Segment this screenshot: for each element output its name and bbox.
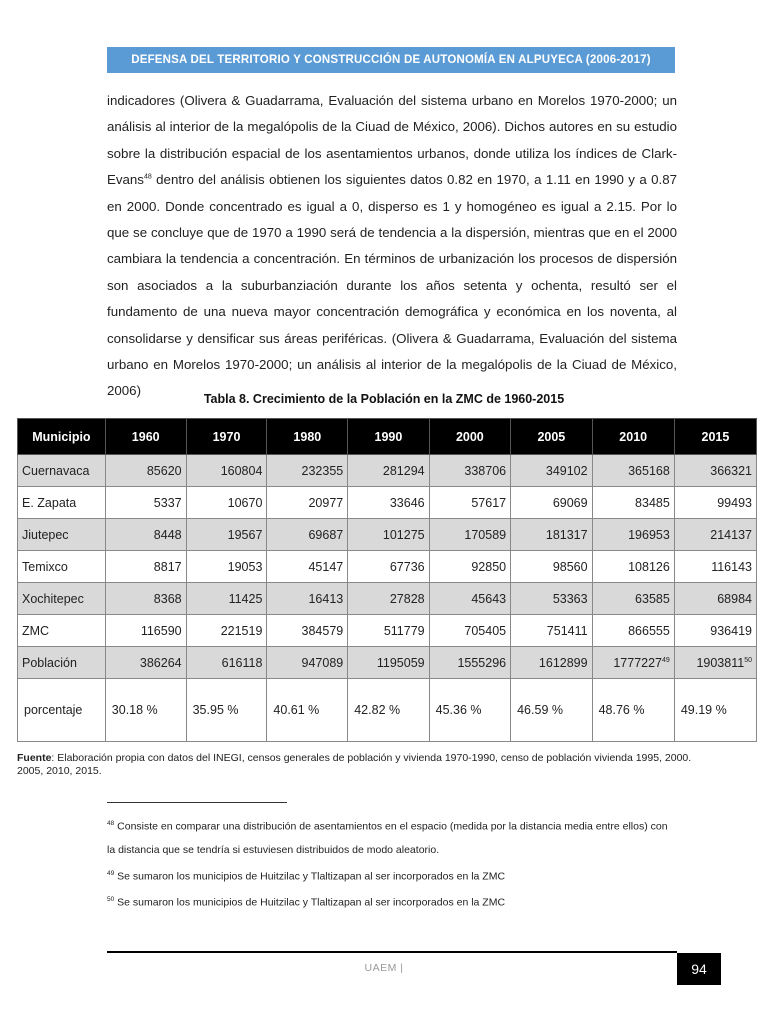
table-cell: ZMC [18, 615, 106, 647]
table-cell: 69687 [267, 519, 348, 551]
table-cell: 221519 [186, 615, 267, 647]
footnote-num: 48 [107, 820, 115, 827]
table-cell: 108126 [592, 551, 674, 583]
table-cell: Xochitepec [18, 583, 106, 615]
header-2005: 2005 [511, 419, 592, 455]
table-cell: 42.82 % [348, 679, 429, 742]
table-cell: 83485 [592, 487, 674, 519]
table-cell: 936419 [674, 615, 756, 647]
table-row-e-zapata [18, 487, 757, 519]
page-number-text: 94 [691, 961, 707, 977]
footnote-separator [107, 802, 287, 803]
table-cell: 68984 [674, 583, 756, 615]
table-cell: 16413 [267, 583, 348, 615]
footer-rule [107, 951, 677, 953]
table-cell: E. Zapata [18, 487, 106, 519]
footnote-ref-50[interactable]: 50 [744, 656, 752, 664]
footnote-num: 49 [107, 869, 115, 877]
table-cell: Cuernavaca [18, 455, 106, 487]
table-cell: 45643 [429, 583, 510, 615]
cell-value: 1903811 [696, 655, 745, 670]
table-cell: 232355 [267, 455, 348, 487]
footnotes [107, 812, 677, 915]
cell-value: 1777227 [613, 655, 663, 670]
footnote-ref-48[interactable]: 48 [143, 173, 152, 181]
footnote-49 [107, 862, 677, 889]
table-cell: 48.76 % [592, 679, 674, 742]
table-cell: 947089 [267, 647, 348, 679]
table-row-porcentaje [18, 679, 757, 742]
table-cell: 33646 [348, 487, 429, 519]
table-cell: 281294 [348, 455, 429, 487]
running-header-title: DEFENSA DEL TERRITORIO Y CONSTRUCCIÓN DE AUTONOMÍA EN ALPUYECA (2006-2017) [131, 54, 651, 66]
table-cell: 35.95 % [186, 679, 267, 742]
table-cell: 214137 [674, 519, 756, 551]
table-cell: 196953 [592, 519, 674, 551]
footnote-ref-49[interactable]: 49 [662, 656, 670, 664]
table-row-cuernavaca [18, 455, 757, 487]
table-cell: 46.59 % [511, 679, 592, 742]
table-cell: 19053 [186, 551, 267, 583]
table-cell: 116590 [105, 615, 186, 647]
table-cell: 10670 [186, 487, 267, 519]
table-cell: 170589 [429, 519, 510, 551]
header-2010: 2010 [592, 419, 674, 455]
body-text-part2: dentro del análisis obtienen los siguientes datos 0.82 en 1970, a 1.11 en 1990 y a 0.87 en 2000. Donde concentrado es igual a 0, disperso es 1 y homogéneo es igual a 2.15. Por lo que se concluye que de 1970 a 1990 será de tendencia a la dispersión, mientras que en el 2000 cambiara la tendencia a concentración. En términos de urbanización los procesos de dispersión son asociados a la suburbanziación durante los años setenta y ochenta, resultó ser el fundamento de una nueva mayor concentración demográfica y económica en los noventa, al consolidarse y densificar sus áreas periféricas. (Olivera & Guadarrama, Evaluación del sistema urbano en Morelos 1970-2000; un análisis al interior de la megalópolis de la Ciuad de México, 2006) [107, 172, 677, 399]
table-cell: 116143 [674, 551, 756, 583]
table-cell: 19567 [186, 519, 267, 551]
table-cell: 511779 [348, 615, 429, 647]
table-cell: 40.61 % [267, 679, 348, 742]
running-header [107, 47, 675, 73]
table-cell: 92850 [429, 551, 510, 583]
table-cell: porcentaje [18, 679, 106, 742]
footnote-48 [107, 812, 677, 862]
header-1990: 1990 [348, 419, 429, 455]
source-text: : Elaboración propia con datos del INEGI, censos generales de población y vivienda 1970-1990, censo de población vivienda 1995, 2000. 2005, 2010, 2015. [17, 752, 692, 777]
table-cell [592, 647, 674, 679]
table-cell: 8817 [105, 551, 186, 583]
table-row-temixco [18, 551, 757, 583]
table-cell: 386264 [105, 647, 186, 679]
table-cell: Población [18, 647, 106, 679]
table-cell: 99493 [674, 487, 756, 519]
header-1970: 1970 [186, 419, 267, 455]
table-cell: 45147 [267, 551, 348, 583]
table-cell: 69069 [511, 487, 592, 519]
footnote-text: Consiste en comparar una distribución de asentamientos en el espacio (medida por la distancia media entre ellos) con la distancia que se tendría si estuviesen distribuidos de modo aleatorio. [107, 820, 668, 856]
table-cell: 751411 [511, 615, 592, 647]
table-cell: 45.36 % [429, 679, 510, 742]
page-number [677, 953, 721, 985]
table-cell: 866555 [592, 615, 674, 647]
footer-label: UAEM | [364, 962, 404, 974]
body-paragraph [107, 88, 677, 405]
table-cell: 101275 [348, 519, 429, 551]
footnote-text: Se sumaron los municipios de Huitzilac y Tlaltizapan al ser incorporados en la ZMC [114, 896, 506, 909]
table-row-poblacion [18, 647, 757, 679]
table-cell: 705405 [429, 615, 510, 647]
table-cell: 1555296 [429, 647, 510, 679]
header-municipio: Municipio [18, 419, 106, 455]
table-cell: Temixco [18, 551, 106, 583]
table-cell: 98560 [511, 551, 592, 583]
table-cell: 8368 [105, 583, 186, 615]
footnote-50 [107, 888, 677, 915]
table-cell: 27828 [348, 583, 429, 615]
body-text-part1: indicadores (Olivera & Guadarrama, Evaluación del sistema urbano en Morelos 1970-2000; un análisis al interior de la megalópolis de la Ciuad de México, 2006). Dichos autores en su estudio sobre la distribución espacial de los asentamientos urbanos, donde utiliza los índices de Clark-Evans [107, 93, 677, 188]
table-cell: 181317 [511, 519, 592, 551]
table-cell: 366321 [674, 455, 756, 487]
table-cell: 349102 [511, 455, 592, 487]
table-cell: 5337 [105, 487, 186, 519]
table-source-note [17, 752, 707, 778]
table-cell: 384579 [267, 615, 348, 647]
table-cell: 30.18 % [105, 679, 186, 742]
table-cell: 63585 [592, 583, 674, 615]
header-1980: 1980 [267, 419, 348, 455]
table-cell: 57617 [429, 487, 510, 519]
table-cell: 11425 [186, 583, 267, 615]
table-cell: 338706 [429, 455, 510, 487]
header-2015: 2015 [674, 419, 756, 455]
table-cell: Jiutepec [18, 519, 106, 551]
footnote-text: Se sumaron los municipios de Huitzilac y Tlaltizapan al ser incorporados en la ZMC [114, 870, 506, 882]
table-cell: 1195059 [348, 647, 429, 679]
table-cell: 8448 [105, 519, 186, 551]
population-table [17, 418, 757, 742]
table-title: Tabla 8. Crecimiento de la Población en la ZMC de 1960-2015 [203, 392, 565, 406]
table-row-zmc [18, 615, 757, 647]
table-cell [674, 647, 756, 679]
table-cell: 616118 [186, 647, 267, 679]
table-cell: 160804 [186, 455, 267, 487]
table-cell: 20977 [267, 487, 348, 519]
table-cell: 1612899 [511, 647, 592, 679]
header-2000: 2000 [429, 419, 510, 455]
table-header-row [18, 419, 757, 455]
source-label: Fuente [17, 752, 52, 764]
table-row-jiutepec [18, 519, 757, 551]
header-1960: 1960 [105, 419, 186, 455]
footnote-num: 50 [107, 896, 115, 903]
table-cell: 85620 [105, 455, 186, 487]
table-cell: 49.19 % [674, 679, 756, 742]
table-cell: 67736 [348, 551, 429, 583]
table-cell: 365168 [592, 455, 674, 487]
table-row-xochitepec [18, 583, 757, 615]
table-cell: 53363 [511, 583, 592, 615]
